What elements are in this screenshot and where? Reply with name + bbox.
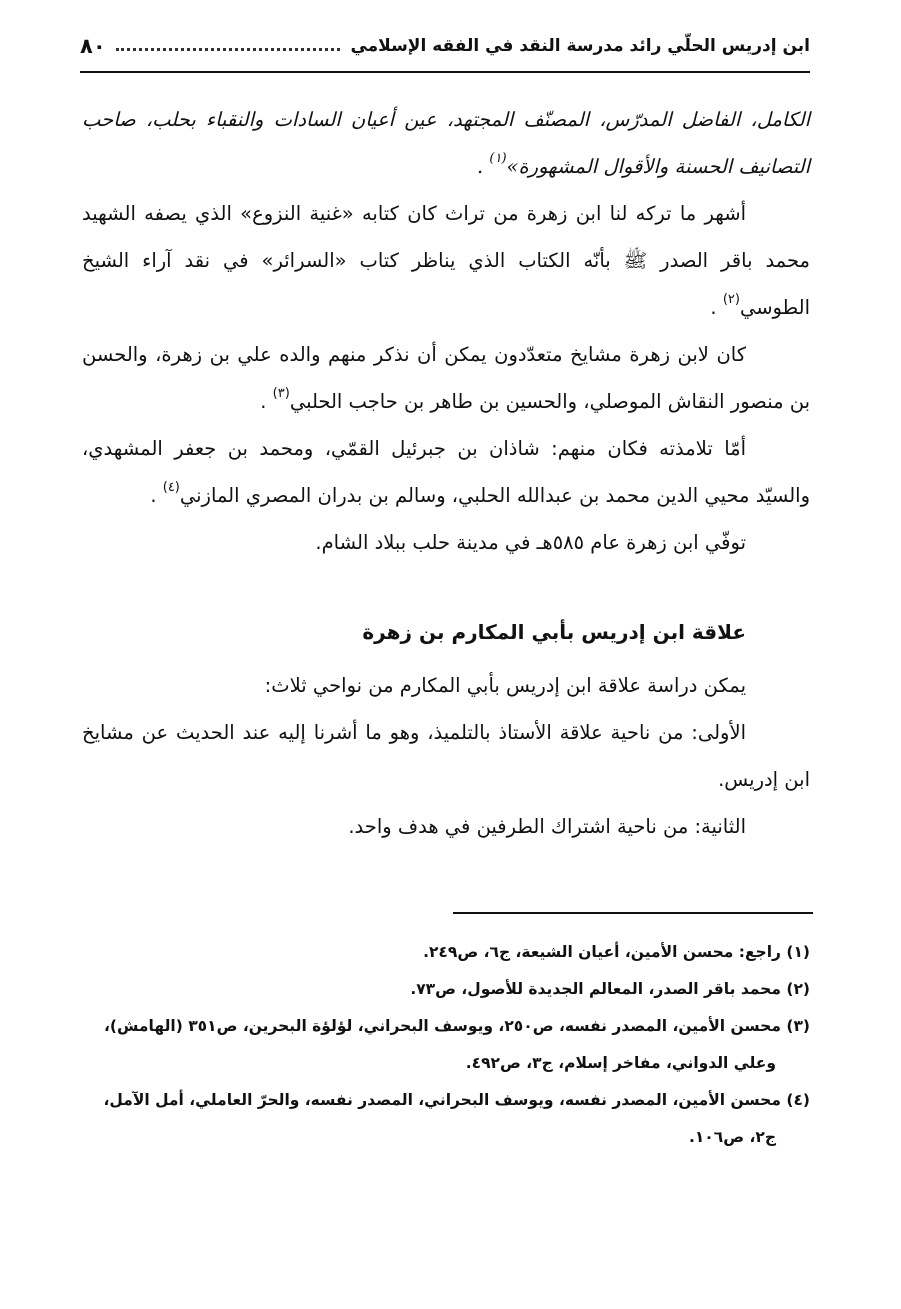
footnote-4: (٤) محسن الأمين، المصدر نفسه، ويوسف البحراني، المصدر نفسه، والحرّ العاملي، أمل الآمل،: [103, 1091, 810, 1109]
paragraph-intro: يمكن دراسة علاقة ابن إدريس بأبي المكارم من نواحي ثلاث:: [264, 674, 746, 697]
footnote-2: (٢) محمد باقر الصدر، المعالم الجديدة للأصول، ص٧٣.: [410, 980, 810, 998]
paragraph-death: توفّي ابن زهرة عام ٥٨٥هـ في مدينة حلب ببلاد الشام.: [315, 531, 746, 554]
paragraph-first-aspect: الأولى: من ناحية علاقة الأستاذ بالتلميذ، وهو ما أشرنا إليه عند الحديث عن مشايخ ابن إدريس.: [82, 721, 810, 791]
quote-paragraph: الكامل، الفاضل المدرّس، المصنّف المجتهد، عين أعيان السادات والنقباء بحلب، صاحب التصانيف الحسنة والأقوال المشهورة»$^{(١)}$ .: [82, 108, 810, 178]
footnote-3: (٣) محسن الأمين، المصدر نفسه، ص٢٥٠، ويوسف البحراني، لؤلؤة البحرين، ص٣٥١ (الهامش)،: [104, 1017, 810, 1035]
footnote-marker-1: (١): [489, 150, 507, 166]
page-number: ٨٠: [80, 34, 106, 58]
footnote-rule: [453, 912, 813, 914]
paragraph-second-aspect: الثانية: من ناحية اشتراك الطرفين في هدف واحد.: [348, 815, 746, 838]
footnote-marker-2: (٢): [722, 291, 740, 307]
main-text: [82, 96, 810, 850]
paragraph-teachers: كان لابن زهرة مشايخ متعدّدون يمكن أن نذكر منهم والده علي بن زهرة، والحسن بن منصور النقاش الموصلي، والحسين بن طاهر بن حاجب الحلبي$^{(٣)}$ .: [82, 343, 810, 413]
footnote-4-continued: ج٢، ص١٠٦.: [688, 1128, 776, 1146]
running-title: ابن إدريس الحلّي رائد مدرسة النقد في الفقه الإسلامي: [350, 36, 810, 56]
footnote-marker-3: (٣): [272, 385, 290, 401]
quote-text: الكامل، الفاضل المدرّس، المصنّف المجتهد، عين أعيان السادات والنقباء بحلب، صاحب التصانيف الحسنة والأقوال المشهورة»: [82, 108, 810, 178]
section-heading: علاقة ابن إدريس بأبي المكارم بن زهرة: [362, 620, 746, 644]
footnote-3-continued: وعلي الدواني، مفاخر إسلام، ج٣، ص٤٩٢.: [465, 1054, 776, 1072]
footnote-marker-4: (٤): [162, 479, 180, 495]
paragraph-ghunya: أشهر ما تركه لنا ابن زهرة من تراث كان كتابه «غنية النزوع» الذي يصفه الشهيد محمد باقر الصدر ﷺ بأنّه الكتاب الذي يناظر كتاب «السرائر» في نقد آراء الشيخ الطوسي$^{(٢)}$ .: [82, 202, 810, 319]
header-rule: [80, 71, 810, 73]
paragraph-students: أمّا تلامذته فكان منهم: شاذان بن جبرئيل القمّي، ومحمد بن جعفر المشهدي، والسيّد محيي الدين محمد بن عبدالله الحلبي، وسالم بن بدران المصري المازني$^{(٤)}$ .: [82, 437, 810, 507]
footnote-1: (١) راجع: محسن الأمين، أعيان الشيعة، ج٦، ص٢٤٩.: [423, 943, 810, 961]
header-dot-leader: [116, 48, 341, 51]
footnotes: [82, 934, 810, 1156]
running-header: [80, 26, 810, 66]
